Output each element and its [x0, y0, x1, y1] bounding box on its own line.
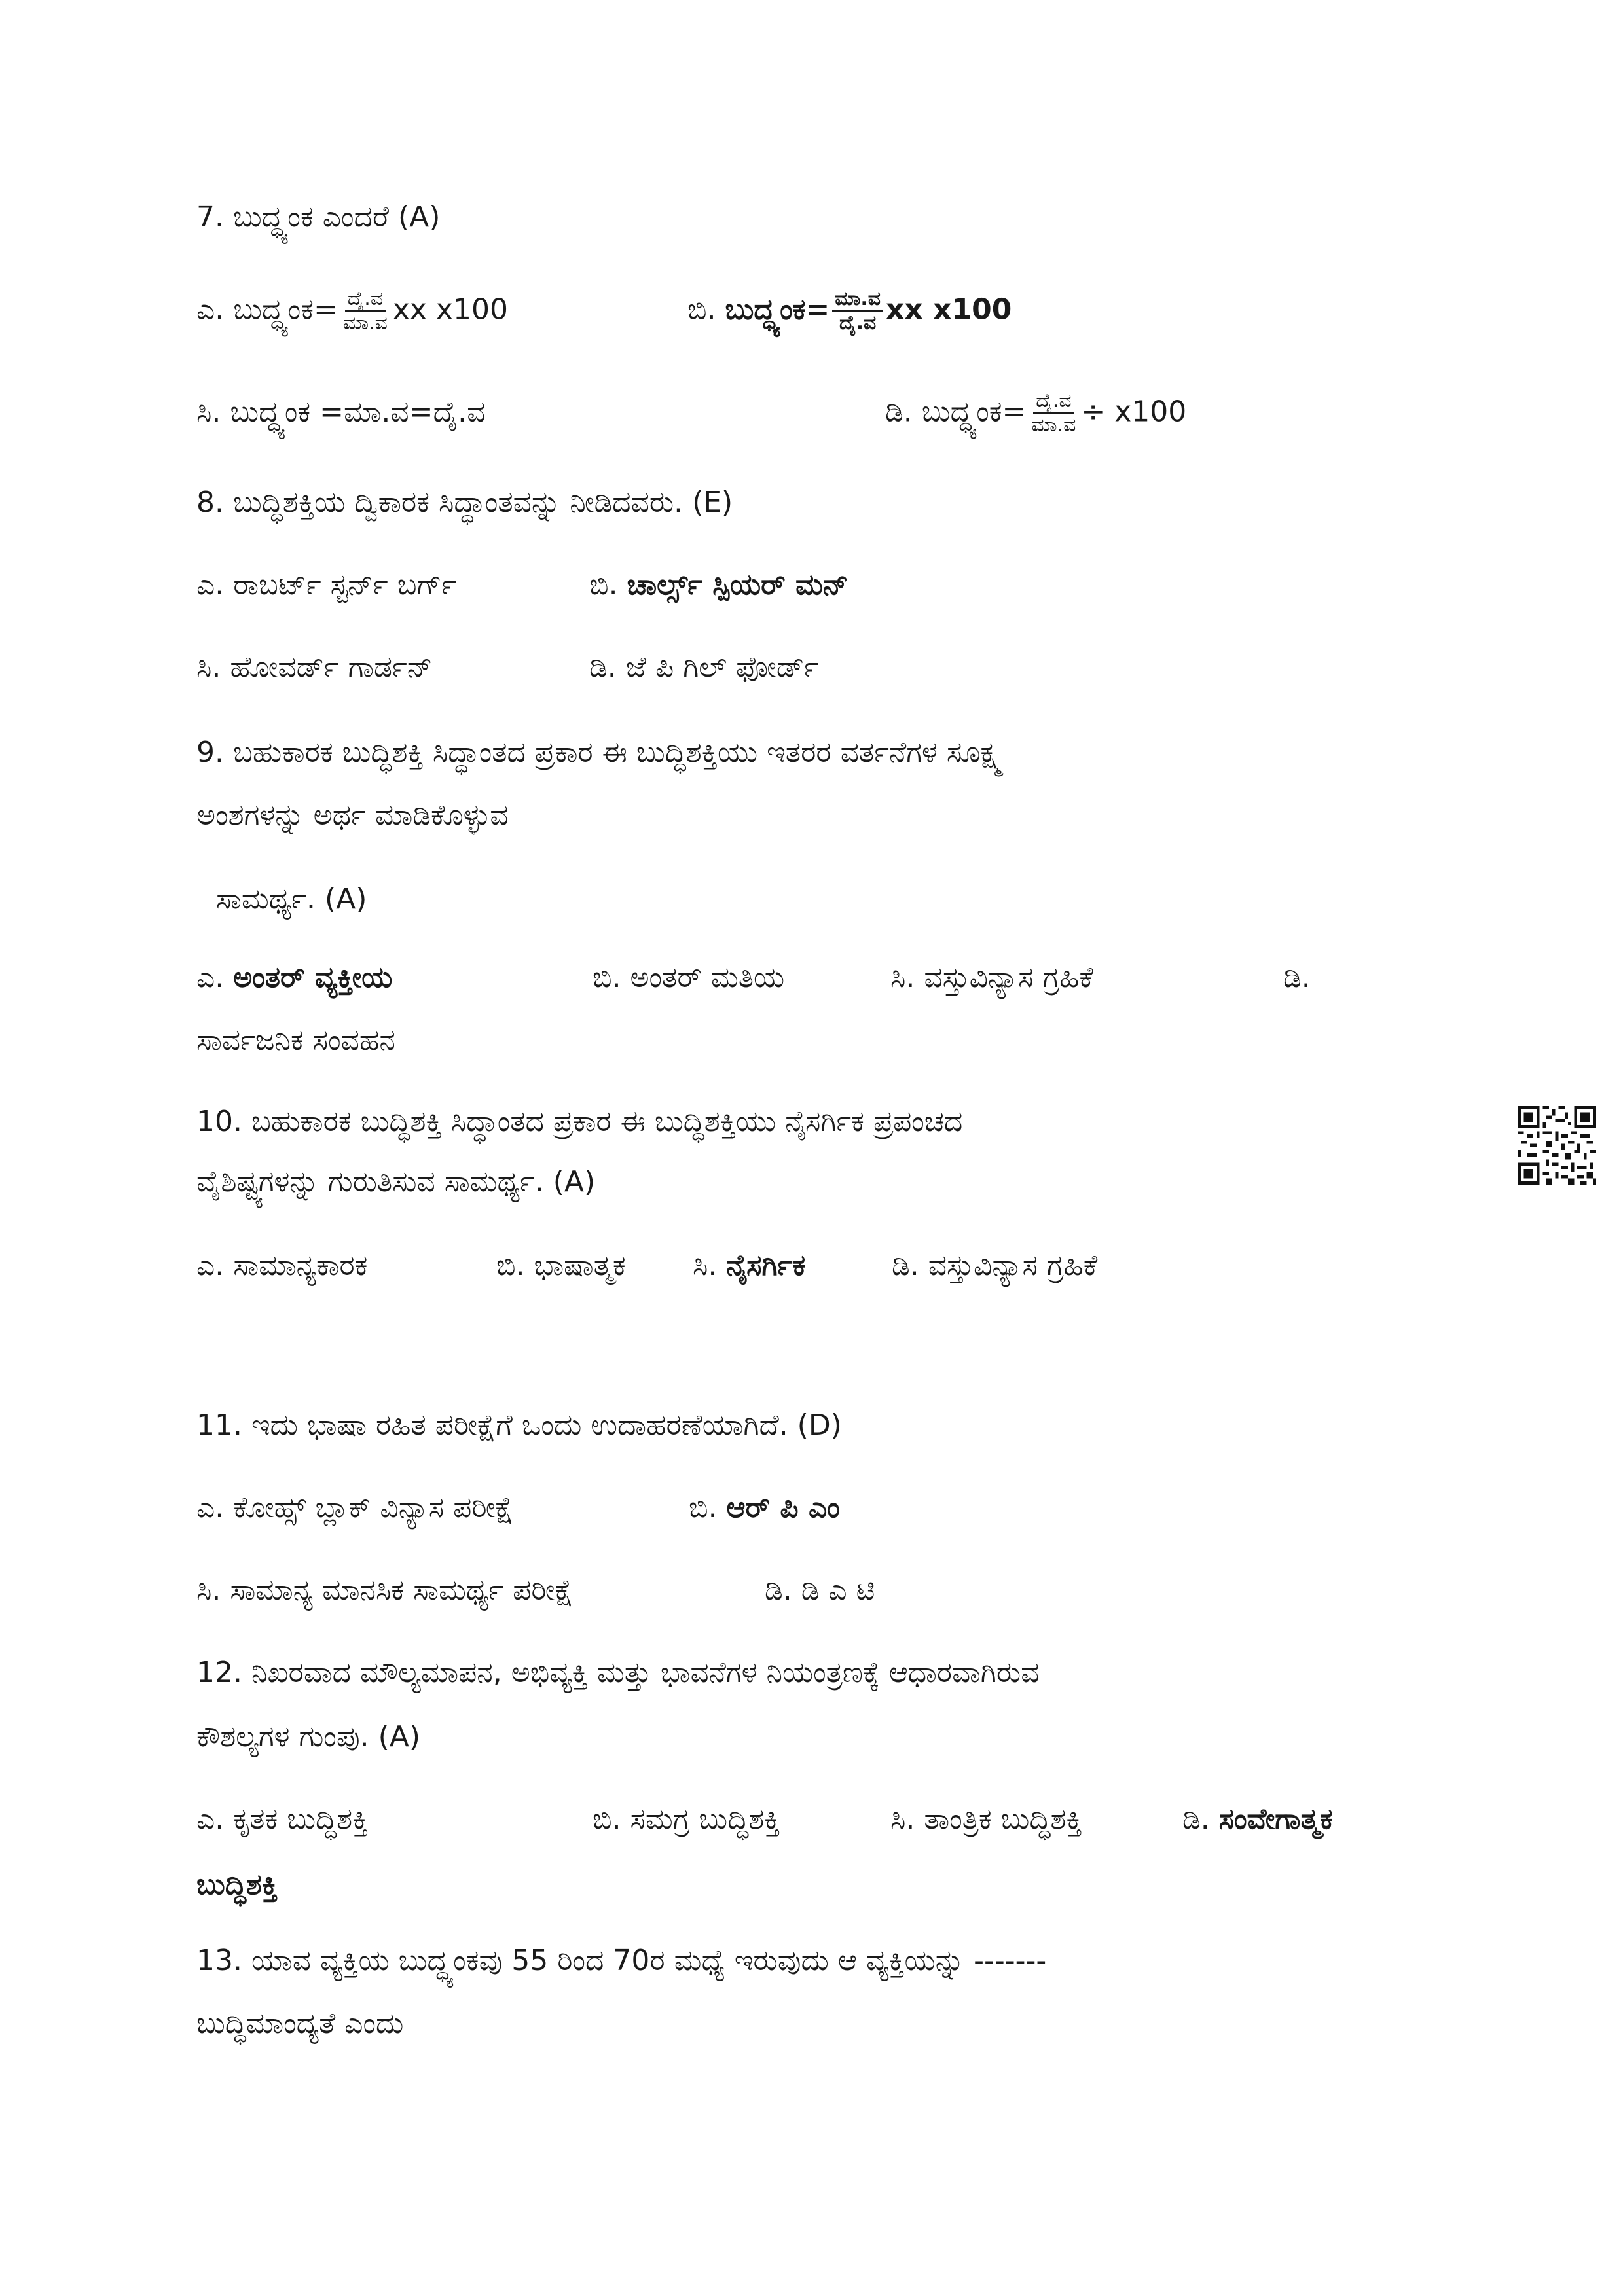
option-9d: ಸಾರ್ವಜನಿಕ ಸಂವಹನ	[196, 1024, 395, 1057]
option-12d-answer-line2: ಬುದ್ಧಿಶಕ್ತಿ	[196, 1868, 278, 1901]
option-9a-prefix: ಎ.	[196, 961, 234, 994]
option-12d	[1182, 1800, 1333, 1839]
option-9b: ಬಿ. ಅಂತರ್ ಮತಿಯ	[593, 961, 785, 994]
option-11b	[689, 1488, 840, 1528]
option-8b	[589, 565, 848, 605]
question-8: 8. ಬುದ್ಧಿಶಕ್ತಿಯ ದ್ವಿಕಾರಕ ಸಿದ್ಧಾಂತವನ್ನು ನೀಡಿದವರು. (E)	[196, 486, 733, 519]
option-9d-prefix: ಡಿ.	[1283, 961, 1311, 994]
option-7a	[196, 288, 508, 334]
question-9-line2: ಅಂಶಗಳನ್ನು ಅರ್ಥ ಮಾಡಿಕೊಳ್ಳುವ	[196, 798, 509, 832]
option-7a-prefix: ಎ. ಬುದ್ಧ್ಯಂಕ=	[196, 293, 338, 327]
fraction-denominator: ಮಾ.ವ	[342, 312, 388, 334]
option-7c: ಸಿ. ಬುದ್ಧ್ಯಂಕ =ಮಾ.ವ=ದೈ.ವ	[196, 395, 486, 429]
question-13-line1: 13. ಯಾವ ವ್ಯಕ್ತಿಯ ಬುದ್ಧ್ಯಂಕವು 55 ರಿಂದ 70ರ ಮಧ್ಯೆ ಇರುವುದು ಆ ವ್ಯಕ್ತಿಯನ್ನು -------	[196, 1944, 1047, 1977]
option-7b-fraction	[832, 288, 883, 334]
option-12b: ಬಿ. ಸಮಗ್ರ ಬುದ್ಧಿಶಕ್ತಿ	[593, 1803, 780, 1836]
question-12-line2: ಕೌಶಲ್ಯಗಳ ಗುಂಪು. (A)	[196, 1720, 421, 1753]
option-7d-suffix: ÷ x100	[1081, 395, 1187, 429]
question-10-line2: ವೈಶಿಷ್ಟ್ಯಗಳನ್ನು ಗುರುತಿಸುವ ಸಾಮರ್ಥ್ಯ. (A)	[196, 1165, 596, 1198]
option-7b-text: ಬುದ್ಧ್ಯಂಕ=	[725, 293, 830, 327]
option-12d-answer: ಸಂವೇಗಾತ್ಮಕ	[1218, 1803, 1333, 1836]
option-9c: ಸಿ. ವಸ್ತುವಿನ್ಯಾಸ ಗ್ರಹಿಕೆ	[890, 961, 1093, 994]
question-10-line1: 10. ಬಹುಕಾರಕ ಬುದ್ಧಿಶಕ್ತಿ ಸಿದ್ಧಾಂತದ ಪ್ರಕಾರ ಈ ಬುದ್ಧಿಶಕ್ತಿಯು ನೈಸರ್ಗಿಕ ಪ್ರಪಂಚದ	[196, 1105, 963, 1138]
option-7b-suffix: xx x100	[886, 293, 1012, 327]
fraction-denominator: ಮಾ.ವ	[1031, 414, 1076, 437]
option-10c-answer: ನೈಸರ್ಗಿಕ	[726, 1249, 806, 1282]
fraction-denominator: ದೈ.ವ	[839, 312, 877, 334]
option-8a: ಎ. ರಾಬರ್ಟ್ ಸ್ಟರ್ನ್ ಬರ್ಗ್	[196, 568, 457, 601]
option-10d: ಡಿ. ವಸ್ತುವಿನ್ಯಾಸ ಗ್ರಹಿಕೆ	[892, 1249, 1098, 1282]
option-10b: ಬಿ. ಭಾಷಾತ್ಮಕ	[496, 1249, 626, 1282]
option-10a: ಎ. ಸಾಮಾನ್ಯಕಾರಕ	[196, 1249, 368, 1282]
question-9-line3: ಸಾಮರ್ಥ್ಯ. (A)	[216, 882, 367, 916]
option-11d: ಡಿ. ಡಿ ಎ ಟಿ	[765, 1573, 875, 1607]
option-7a-fraction	[340, 288, 390, 334]
option-7b	[687, 288, 1012, 334]
option-8d: ಡಿ. ಜೆ ಪಿ ಗಿಲ್ ಫೋರ್ಡ್	[589, 651, 819, 684]
option-7d-prefix: ಡಿ. ಬುದ್ಧ್ಯಂಕ=	[885, 395, 1027, 429]
option-10c	[693, 1246, 805, 1285]
option-11b-answer: ಆರ್ ಪಿ ಎಂ	[726, 1491, 840, 1524]
option-8b-prefix: ಬಿ.	[589, 568, 627, 601]
option-12c: ಸಿ. ತಾಂತ್ರಿಕ ಬುದ್ಧಿಶಕ್ತಿ	[890, 1803, 1082, 1836]
option-7d	[885, 390, 1186, 437]
option-8c: ಸಿ. ಹೋವರ್ಡ್ ಗಾರ್ಡನ್	[196, 651, 433, 684]
option-8b-answer: ಚಾರ್ಲ್ಸ್ ಸ್ಪಿಯರ್ ಮನ್	[627, 568, 848, 601]
qr-code-icon	[1518, 1106, 1596, 1185]
option-9a	[196, 958, 392, 997]
option-11b-prefix: ಬಿ.	[689, 1491, 727, 1524]
option-7a-suffix: xx x100	[392, 293, 508, 327]
question-12-line1: 12. ನಿಖರವಾದ ಮೌಲ್ಯಮಾಪನ, ಅಭಿವ್ಯಕ್ತಿ ಮತ್ತು ಭಾವನೆಗಳ ನಿಯಂತ್ರಣಕ್ಕೆ ಆಧಾರವಾಗಿರುವ	[196, 1656, 1040, 1689]
question-9-line1: 9. ಬಹುಕಾರಕ ಬುದ್ಧಿಶಕ್ತಿ ಸಿದ್ಧಾಂತದ ಪ್ರಕಾರ ಈ ಬುದ್ಧಿಶಕ್ತಿಯು ಇತರರ ವರ್ತನೆಗಳ ಸೂಕ್ಷ್ಮ	[196, 736, 1003, 769]
option-12d-prefix: ಡಿ.	[1182, 1803, 1219, 1836]
fraction-numerator: ದೈ.ವ	[345, 288, 386, 312]
option-11c: ಸಿ. ಸಾಮಾನ್ಯ ಮಾನಸಿಕ ಸಾಮರ್ಥ್ಯ ಪರೀಕ್ಷೆ	[196, 1573, 574, 1607]
option-9a-answer: ಅಂತರ್ ವ್ಯಕ್ತೀಯ	[233, 961, 393, 994]
question-13-line2: ಬುದ್ಧಿಮಾಂದ್ಯತೆ ಎಂದು	[196, 2007, 404, 2040]
option-7b-prefix: ಬಿ.	[687, 293, 725, 327]
fraction-numerator: ದೈ.ವ	[1033, 390, 1074, 414]
option-12a: ಎ. ಕೃತಕ ಬುದ್ಧಿಶಕ್ತಿ	[196, 1803, 369, 1836]
option-10c-prefix: ಸಿ.	[693, 1249, 727, 1282]
question-7: 7. ಬುದ್ಧ್ಯಂಕ ಎಂದರೆ (A)	[196, 200, 441, 234]
fraction-numerator: ಮಾ.ವ	[832, 288, 883, 312]
option-7d-fraction	[1029, 390, 1078, 437]
question-11: 11. ಇದು ಭಾಷಾ ರಹಿತ ಪರೀಕ್ಷೆಗೆ ಒಂದು ಉದಾಹರಣೆಯಾಗಿದೆ. (D)	[196, 1408, 842, 1442]
option-11a: ಎ. ಕೋಹ್ಸ್ ಬ್ಲಾಕ್ ವಿನ್ಯಾಸ ಪರೀಕ್ಷೆ	[196, 1491, 514, 1524]
